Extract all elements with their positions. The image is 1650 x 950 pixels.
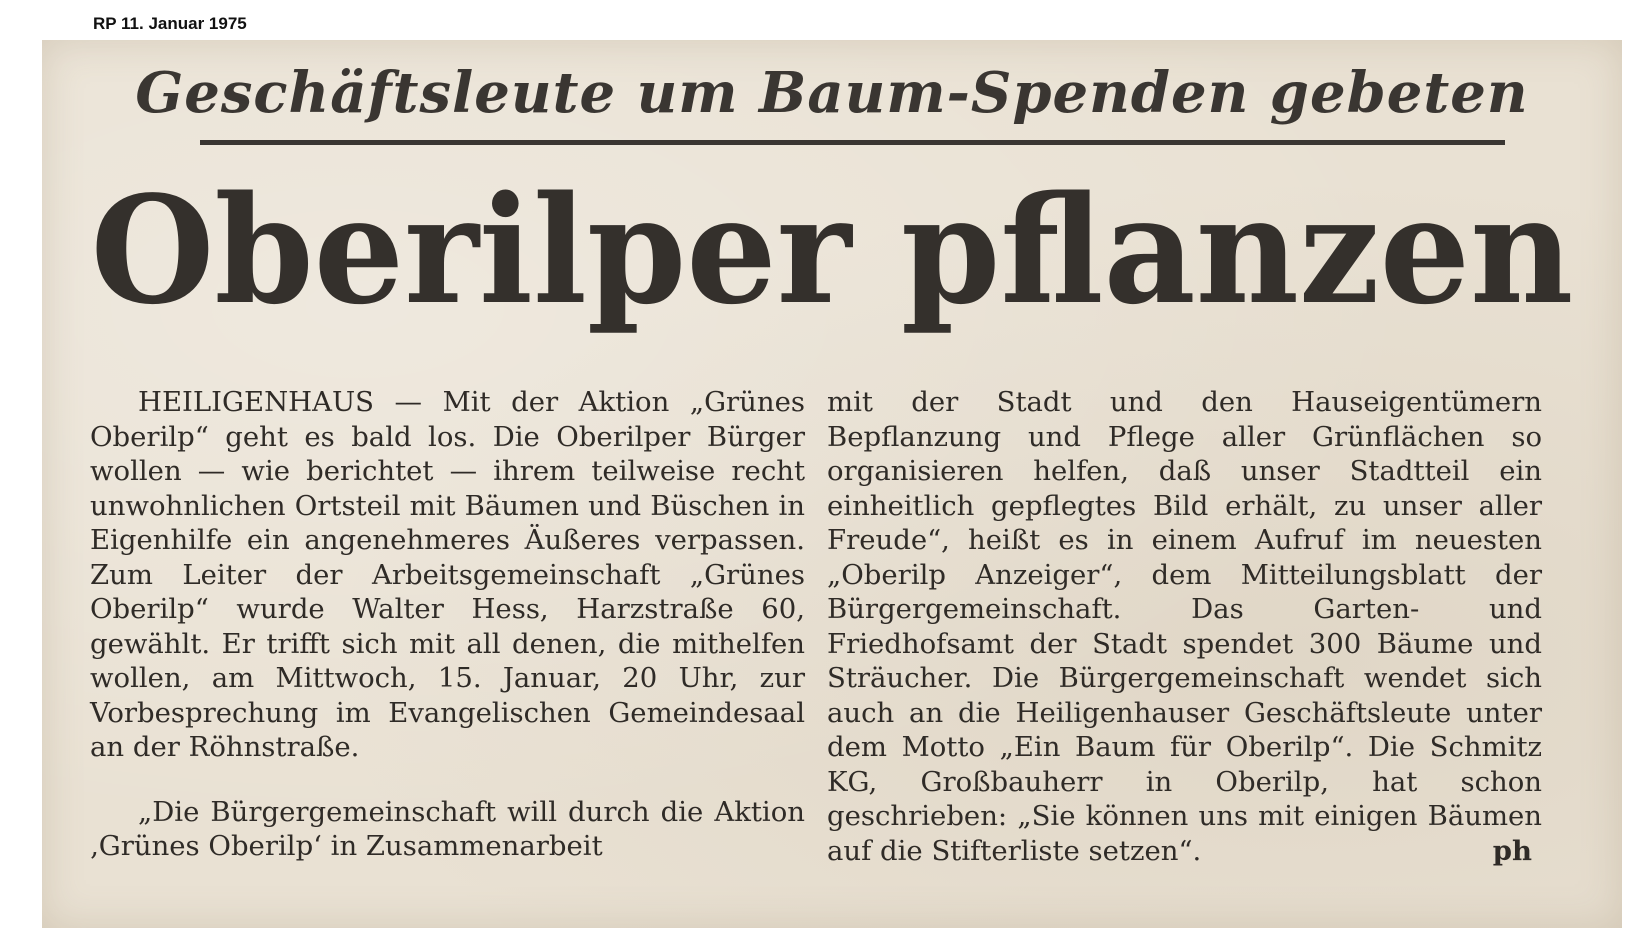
source-note: RP 11. Januar 1975 (93, 14, 247, 33)
article-headline: Oberilper pflanzen (90, 163, 1574, 337)
right-paragraph-1: mit der Stadt und den Hauseigentümern Bepflanzung und Pflege aller Grünflächen so organisieren helfen, daß unser Stadtteil ein einheitlich gepflegtes Bild erhält, zu unser aller Freude“, heißt es in einem Aufruf im neuesten „Oberilp Anzeiger“, dem Mitteilungsblatt der Bürgergemeinschaft. Das Garten- und Friedhofsamt der Stadt spendet 300 Bäume und Sträucher. Die Bürgergemeinschaft wendet sich auch an die Heiligenhauser Geschäftsleute unter dem Motto „Ein Baum für Oberilp“. Die Schmitz KG, Großbauherr in Oberilp, hat schon geschrieben: „Sie können uns mit einigen Bäumen auf die Stifterliste setzen“. (827, 386, 1542, 867)
left-paragraph-1: HEILIGENHAUS — Mit der Aktion „Grünes Oberilp“ geht es bald los. Die Oberilper Bürger wollen — wie berichtet — ihrem teilweise recht unwohnlichen Ortsteil mit Bäumen und Büschen in Eigenhilfe ein angenehmeres Äußeres verpassen. Zum Leiter der Arbeitsgemeinschaft „Grünes Oberilp“ wurde Walter Hess, Harzstraße 60, gewählt. Er trifft sich mit all denen, die mithelfen wollen, am Mittwoch, 15. Januar, 20 Uhr, zur Vorbesprechung im Evangelischen Gemeindesaal an der Röhnstraße. (90, 386, 805, 763)
article-subheadline: Geschäftsleute um Baum-Spenden gebeten (135, 60, 1529, 126)
newspaper-clipping (42, 40, 1622, 928)
headline-rule (200, 140, 1505, 145)
article-column-left (90, 385, 805, 864)
left-paragraph-2: „Die Bürgergemeinschaft will durch die Aktion ‚Grünes Oberilp‘ in Zusammenarbeit (90, 795, 805, 862)
article-column-right (827, 385, 1542, 868)
author-initials: ph (1492, 834, 1532, 867)
